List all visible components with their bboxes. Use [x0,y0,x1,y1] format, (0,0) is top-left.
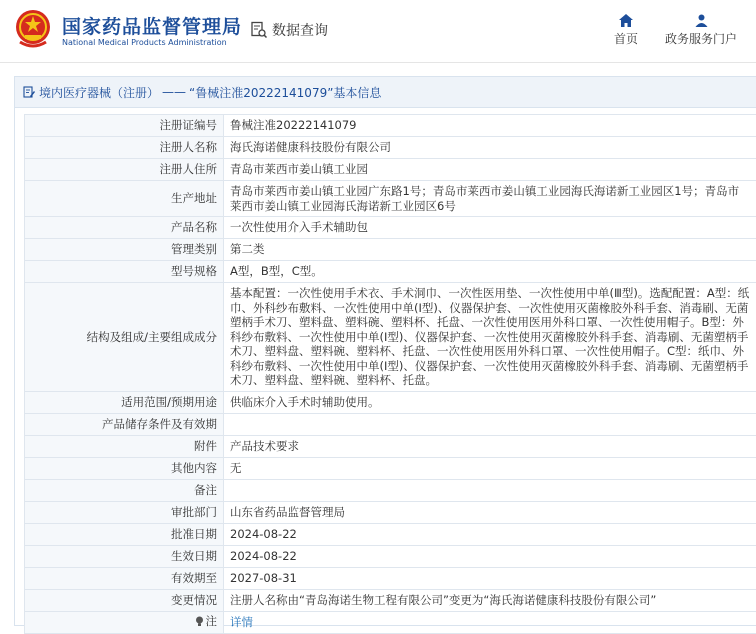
nav-home-label: 首页 [614,32,638,46]
table-row [25,261,756,283]
note-label: 注 [206,614,218,629]
field-value: 青岛市莱西市姜山镇工业园广东路1号；青岛市莱西市姜山镇工业园海氏海诺新工业园区1号；青岛市莱西市姜山镇工业园海氏海诺新工业园区6号 [224,181,756,217]
table-row [25,479,756,501]
data-query-link[interactable] [250,20,328,40]
site-subtitle: National Medical Products Administration [62,38,227,47]
table-row [25,159,756,181]
field-label: 产品名称 [25,217,224,239]
table-row [25,283,756,392]
field-value: 产品技术要求 [224,435,756,457]
field-value: 基本配置：一次性使用手术衣、手术洞巾、一次性医用垫、一次性使用中单(Ⅲ型)。选配配置：A型：纸巾、外科纱布敷料、一次性使用中单(Ⅰ型)、仪器保护套、一次性使用灭菌橡胶外科手套、消毒刷、无菌塑柄手术刀、塑料盘、塑料碗、塑料杯、托盘、一次性使用医用外科口罩、一次性使用帽子。B型：外科纱布敷料、一次性使用中单(Ⅰ型)、仪器保护套、一次性使用灭菌橡胶外科手套、消毒刷、无菌塑柄手术刀、塑料盘、塑料碗、塑料杯、托盘、一次性使用医用外科口罩、一次性使用帽子。C型：纸巾、外科纱布敷料、一次性使用中单(Ⅰ型)、仪器保护套、一次性使用灭菌橡胶外科手套、消毒刷、无菌塑柄手术刀、塑料盘、塑料碗、塑料杯、托盘。 [224,283,756,392]
field-value: A型，B型，C型。 [224,261,756,283]
table-row [25,137,756,159]
field-value: 青岛市莱西市姜山镇工业园 [224,159,756,181]
table-row [25,435,756,457]
field-label: 生效日期 [25,545,224,567]
edit-document-icon [23,86,35,98]
table-row [25,181,756,217]
field-value: 鲁械注准20222141079 [224,115,756,137]
site-title[interactable]: 国家药品监督管理局 [62,12,242,39]
table-row [25,545,756,567]
table-row [25,217,756,239]
field-value: 海氏海诺健康科技股份有限公司 [224,137,756,159]
field-value: 无 [224,457,756,479]
field-value [224,479,756,501]
national-emblem-icon [14,8,52,48]
table-row [25,501,756,523]
detail-table [24,114,756,634]
field-value [224,413,756,435]
field-label: 审批部门 [25,501,224,523]
nav-gov-service[interactable] [660,14,742,47]
breadcrumb-title: “鲁械注准20222141079”基本信息 [189,84,381,101]
nav-home[interactable] [608,14,644,47]
field-value: 2024-08-22 [224,545,756,567]
table-row [25,239,756,261]
field-label: 附件 [25,435,224,457]
home-icon [619,14,633,27]
note-value-cell [224,611,756,633]
field-label: 产品储存条件及有效期 [25,413,224,435]
field-value: 供临床介入手术时辅助使用。 [224,391,756,413]
field-label: 其他内容 [25,457,224,479]
field-label: 结构及组成/主要组成成分 [25,283,224,392]
detail-panel [14,76,756,626]
field-label: 管理类别 [25,239,224,261]
note-label-cell [25,611,224,633]
field-label: 备注 [25,479,224,501]
field-label: 型号规格 [25,261,224,283]
table-row [25,413,756,435]
field-value: 注册人名称由“青岛海诺生物工程有限公司”变更为“海氏海诺健康科技股份有限公司” [224,589,756,611]
top-header [0,0,756,58]
field-label: 生产地址 [25,181,224,217]
nav-gov-label: 政务服务门户 [665,32,737,46]
breadcrumb-category[interactable]: 境内医疗器械（注册） [39,84,159,101]
field-label: 注册人名称 [25,137,224,159]
header-divider [0,62,756,63]
breadcrumb [15,77,756,108]
user-icon [695,14,708,27]
field-value: 一次性使用介入手术辅助包 [224,217,756,239]
table-row [25,589,756,611]
data-query-label: 数据查询 [272,20,328,40]
field-value: 山东省药品监督管理局 [224,501,756,523]
table-row [25,115,756,137]
document-search-icon [250,21,268,39]
field-label: 注册证编号 [25,115,224,137]
field-label: 变更情况 [25,589,224,611]
table-row [25,391,756,413]
field-value: 2027-08-31 [224,567,756,589]
field-value: 2024-08-22 [224,523,756,545]
table-row [25,457,756,479]
table-row-note [25,611,756,633]
details-link[interactable]: 详情 [230,615,253,629]
breadcrumb-separator: —— [162,85,186,99]
lightbulb-icon [195,616,204,627]
field-value: 第二类 [224,239,756,261]
field-label: 注册人住所 [25,159,224,181]
table-row [25,567,756,589]
field-label: 有效期至 [25,567,224,589]
field-label: 批准日期 [25,523,224,545]
table-row [25,523,756,545]
field-label: 适用范围/预期用途 [25,391,224,413]
